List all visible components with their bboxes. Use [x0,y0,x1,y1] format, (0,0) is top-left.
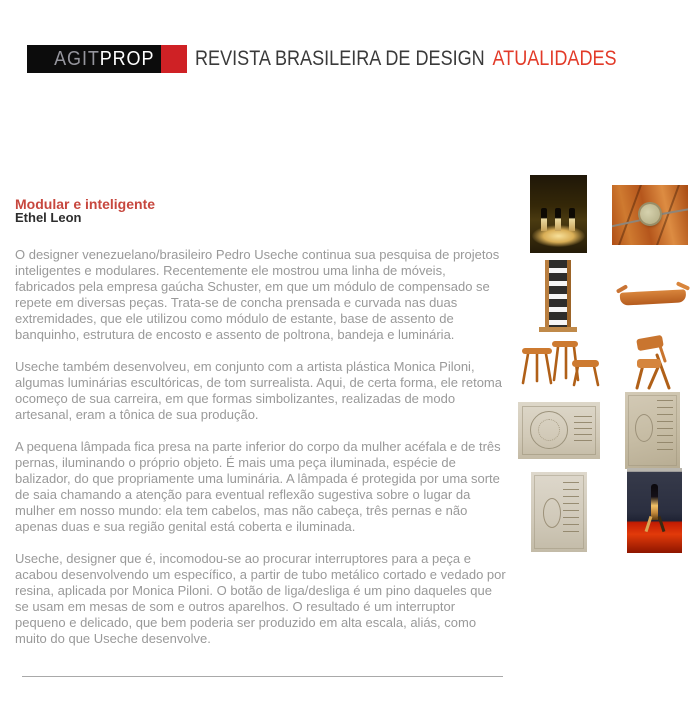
photo-chair[interactable] [629,335,674,391]
section-atualidades[interactable]: ATUALIDADES [492,47,617,70]
drawing-notes [563,482,579,538]
drawing-oval [543,498,561,528]
switch-disc [640,204,660,224]
drawing-notes [657,400,673,452]
photo-stools[interactable] [516,338,601,387]
magazine-title: REVISTA BRASILEIRA DE DESIGN [195,47,485,70]
lamp-figure-silhouette [541,208,547,231]
tray-body [620,289,687,305]
article-paragraph: Useche também desenvolveu, em conjunto com a artista plástica Monica Piloni, algumas luminárias escultóricas, de tom surrealista. Aqui, de certa forma, ele retoma ocomeço de sua carreira, em que formas simbolizantes, realizadas de modo artesanal, eram a tônica de sua produção. [15,359,502,422]
lamp-figure-silhouette [555,208,561,231]
photo-modular-shelf[interactable] [534,258,582,332]
photo-technical-drawing-2[interactable] [625,392,680,469]
agitprop-logo[interactable] [27,45,161,73]
article-divider [22,676,503,677]
agitprop-logo-text [54,48,154,71]
drawing-circle-inner [538,419,560,441]
article-author: Ethel Leon [15,210,82,225]
logo-text-gray: AGIT [53,47,100,70]
masthead [195,45,685,73]
article-title: Modular e inteligente [15,196,156,212]
shelf-rack [545,260,571,327]
article-paragraph: A pequena lâmpada fica presa na parte inferior do corpo da mulher acéfala e de três pernas, iluminando o próprio objeto. É mais uma peça iluminada, espécie de balizador, do que propriamente uma luminária. A lâmpada é protegida por uma sorte de saia chamando a atenção para eventual reflexão sugestiva sobre o lugar da mulher em nosso mundo: ela tem cabelos, mas não cabeça, três pernas e não apenas duas e sua região genital está coberta e iluminada. [15,439,501,534]
photo-lamp-figures[interactable] [530,175,587,253]
logo-red-square [161,45,187,73]
photo-wooden-tray[interactable] [614,280,692,314]
drawing-oval [635,414,653,442]
chair-illustration [629,335,674,391]
sculpture-silhouette [651,484,658,520]
shelf-base [539,327,577,332]
sculpture-leg [658,516,666,532]
photo-switch-wood-detail[interactable] [612,185,688,245]
photo-technical-drawing-3[interactable] [531,472,587,552]
lamp-figure-silhouette [569,208,575,231]
sculpture-leg [645,516,653,532]
article [15,197,509,663]
logo-text-white: PROP [99,47,154,70]
stools-illustration [516,338,601,387]
drawing-notes [574,416,592,444]
photo-sculpture-lamp[interactable] [627,468,682,553]
article-paragraph: O designer venezuelano/brasileiro Pedro Useche continua sua pesquisa de projetos inteligentes e modulares. Recentemente ele mostrou uma linha de móveis, fabricados pela empresa gaúcha Schuster, em que um módulo de compensado se repete em diversas peças. Trata-se de concha prensada e curvada nas duas extremidades, que ele utilizou como módulo de estante, base de assento de banquinho, estrutura de encosto e assento de poltrona, bandeja e luminária. [15,247,500,342]
photo-technical-drawing-1[interactable] [518,402,600,459]
article-paragraph: Useche, designer que é, incomodou-se ao procurar interruptores para a peça e acabou desenvolvendo um específico, a partir de tubo metálico cortado e vedado por resina, aplicada por Monica Piloni. O botão de liga/desliga é um pino daqueles que se usam em mesas de som e outros aparelhos. O resultado é um interruptor pequeno e delicado, que bem poderia ser produzido em alta escala, aliás, como muito do que Useche desenvolve. [15,551,506,646]
